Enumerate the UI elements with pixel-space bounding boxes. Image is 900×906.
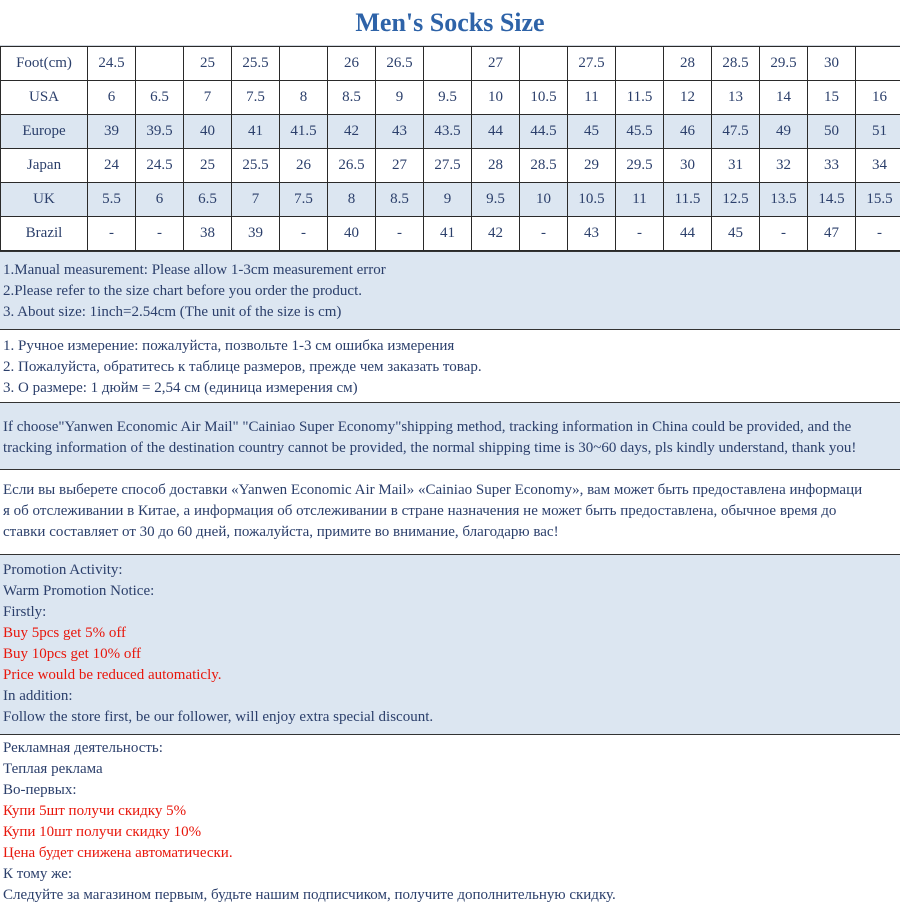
size-cell: 11 <box>616 183 664 217</box>
size-cell: 6.5 <box>184 183 232 217</box>
size-row <box>1 115 900 149</box>
size-cell: 29.5 <box>616 149 664 183</box>
size-cell: 42 <box>328 115 376 149</box>
size-cell: 47.5 <box>712 115 760 149</box>
size-cell: 26.5 <box>376 47 424 81</box>
size-row <box>1 149 900 183</box>
promo-line: Buy 10pcs get 10% off <box>3 644 897 665</box>
note-line: 2. Пожалуйста, обратитесь к таблице размеров, прежде чем заказать товар. <box>3 357 897 378</box>
size-cell: 12.5 <box>712 183 760 217</box>
size-cell <box>616 47 664 81</box>
size-cell: 49 <box>760 115 808 149</box>
promo-line: К тому же: <box>3 864 897 885</box>
size-cell: 24.5 <box>136 149 184 183</box>
size-row <box>1 217 900 251</box>
promo-line: In addition: <box>3 686 897 707</box>
promo-line: Warm Promotion Notice: <box>3 581 897 602</box>
size-cell: 32 <box>760 149 808 183</box>
promo-line: Теплая реклама <box>3 759 897 780</box>
promo-line: Buy 5pcs get 5% off <box>3 623 897 644</box>
size-cell: 24.5 <box>88 47 136 81</box>
size-cell: 40 <box>328 217 376 251</box>
note-line: 3. About size: 1inch=2.54cm (The unit of the size is cm) <box>3 302 897 323</box>
size-cell: 7.5 <box>232 81 280 115</box>
size-cell: - <box>88 217 136 251</box>
row-label: UK <box>1 183 88 217</box>
size-row <box>1 183 900 217</box>
size-cell: 45 <box>568 115 616 149</box>
size-cell: 9.5 <box>472 183 520 217</box>
row-label: Japan <box>1 149 88 183</box>
size-cell: 43 <box>568 217 616 251</box>
size-row <box>1 81 900 115</box>
size-cell: 44 <box>664 217 712 251</box>
size-cell: 43.5 <box>424 115 472 149</box>
size-cell: 47 <box>808 217 856 251</box>
size-cell: 11.5 <box>664 183 712 217</box>
size-cell: 27 <box>376 149 424 183</box>
size-cell: 26.5 <box>328 149 376 183</box>
size-cell: 25 <box>184 149 232 183</box>
size-cell: 10 <box>520 183 568 217</box>
size-cell: 28.5 <box>712 47 760 81</box>
size-cell: 8 <box>328 183 376 217</box>
size-cell: 42 <box>472 217 520 251</box>
size-cell: - <box>856 217 900 251</box>
size-cell: 25.5 <box>232 149 280 183</box>
size-cell: 16 <box>856 81 900 115</box>
size-cell: 39.5 <box>136 115 184 149</box>
size-cell: 46 <box>664 115 712 149</box>
row-label: Europe <box>1 115 88 149</box>
shipping-line: Если вы выберете способ доставки «Yanwen Economic Air Mail» «Cainiao Super Economy», вам может быть предоставлена информаци <box>3 480 897 501</box>
shipping-ru-block <box>0 469 900 554</box>
size-cell: 40 <box>184 115 232 149</box>
size-cell: 39 <box>232 217 280 251</box>
size-cell: 39 <box>88 115 136 149</box>
row-label: Foot(cm) <box>1 47 88 81</box>
promo-line: Купи 5шт получи скидку 5% <box>3 801 897 822</box>
size-cell: 10 <box>472 81 520 115</box>
promo-line: Price would be reduced automaticly. <box>3 665 897 686</box>
shipping-line: ставки составляет от 30 до 60 дней, пожалуйста, примите во внимание, благодарю вас! <box>3 522 897 543</box>
size-row <box>1 47 900 81</box>
size-cell: 27 <box>472 47 520 81</box>
size-cell: 11 <box>568 81 616 115</box>
size-cell: 9.5 <box>424 81 472 115</box>
row-label: Brazil <box>1 217 88 251</box>
size-cell: 10.5 <box>568 183 616 217</box>
size-cell: 11.5 <box>616 81 664 115</box>
notes-en-block <box>0 251 900 329</box>
size-cell: 7.5 <box>280 183 328 217</box>
size-table <box>0 46 900 251</box>
size-cell: 44 <box>472 115 520 149</box>
size-cell: 7 <box>232 183 280 217</box>
shipping-en-block <box>0 402 900 469</box>
size-cell: 7 <box>184 81 232 115</box>
size-cell: 8 <box>280 81 328 115</box>
size-cell: 28 <box>664 47 712 81</box>
size-cell <box>520 47 568 81</box>
size-cell: 45 <box>712 217 760 251</box>
size-cell: 5.5 <box>88 183 136 217</box>
size-cell: - <box>520 217 568 251</box>
size-cell: 12 <box>664 81 712 115</box>
note-line: 3. О размере: 1 дюйм = 2,54 см (единица измерения см) <box>3 378 897 399</box>
size-cell: 27.5 <box>568 47 616 81</box>
size-cell: 50 <box>808 115 856 149</box>
size-cell: 41 <box>232 115 280 149</box>
size-cell: 9 <box>376 81 424 115</box>
size-cell: 15.5 <box>856 183 900 217</box>
shipping-line: If choose"Yanwen Economic Air Mail" "Cainiao Super Economy"shipping method, tracking information in China could be provided, and the <box>3 417 897 438</box>
size-cell: 29.5 <box>760 47 808 81</box>
size-cell: 30 <box>664 149 712 183</box>
promo-line: Follow the store first, be our follower, will enjoy extra special discount. <box>3 707 897 728</box>
promo-line: Promotion Activity: <box>3 560 897 581</box>
size-cell: 13 <box>712 81 760 115</box>
size-cell: 30 <box>808 47 856 81</box>
size-cell: 41.5 <box>280 115 328 149</box>
size-cell <box>280 47 328 81</box>
size-cell: 43 <box>376 115 424 149</box>
size-cell: - <box>136 217 184 251</box>
size-cell: 26 <box>328 47 376 81</box>
promo-line: Рекламная деятельность: <box>3 738 897 759</box>
size-cell: 10.5 <box>520 81 568 115</box>
promo-line: Купи 10шт получи скидку 10% <box>3 822 897 843</box>
size-cell: - <box>616 217 664 251</box>
shipping-line: tracking information of the destination country cannot be provided, the normal shipping time is 30~60 days, pls kindly understand, thank you! <box>3 438 897 459</box>
size-cell: 31 <box>712 149 760 183</box>
size-cell: 27.5 <box>424 149 472 183</box>
promo-line: Цена будет снижена автоматически. <box>3 843 897 864</box>
size-cell: 29 <box>568 149 616 183</box>
size-cell: 24 <box>88 149 136 183</box>
size-cell: - <box>280 217 328 251</box>
size-cell <box>856 47 900 81</box>
size-cell: - <box>760 217 808 251</box>
promo-line: Firstly: <box>3 602 897 623</box>
note-line: 2.Please refer to the size chart before you order the product. <box>3 281 897 302</box>
size-cell: 33 <box>808 149 856 183</box>
size-cell: 8.5 <box>328 81 376 115</box>
size-cell: 14 <box>760 81 808 115</box>
page-title: Men's Socks Size <box>0 0 900 46</box>
size-cell: 25.5 <box>232 47 280 81</box>
promo-ru-block <box>0 734 900 906</box>
size-cell <box>424 47 472 81</box>
size-cell: 28.5 <box>520 149 568 183</box>
size-cell: 26 <box>280 149 328 183</box>
row-label: USA <box>1 81 88 115</box>
size-cell: 51 <box>856 115 900 149</box>
size-cell: 13.5 <box>760 183 808 217</box>
size-cell: 38 <box>184 217 232 251</box>
size-cell <box>136 47 184 81</box>
size-cell: 45.5 <box>616 115 664 149</box>
size-cell: 14.5 <box>808 183 856 217</box>
size-cell: 28 <box>472 149 520 183</box>
notes-ru-block <box>0 329 900 402</box>
size-cell: 41 <box>424 217 472 251</box>
size-cell: - <box>376 217 424 251</box>
size-cell: 15 <box>808 81 856 115</box>
promo-en-block <box>0 554 900 734</box>
size-cell: 6 <box>88 81 136 115</box>
size-cell: 6 <box>136 183 184 217</box>
size-cell: 34 <box>856 149 900 183</box>
note-line: 1.Manual measurement: Please allow 1-3cm measurement error <box>3 260 897 281</box>
size-cell: 25 <box>184 47 232 81</box>
size-cell: 6.5 <box>136 81 184 115</box>
shipping-line: я об отслеживании в Китае, а информация об отслеживании в стране назначения не может быть предоставлена, обычное время до <box>3 501 897 522</box>
size-cell: 44.5 <box>520 115 568 149</box>
promo-line: Следуйте за магазином первым, будьте нашим подписчиком, получите дополнительную скидку. <box>3 885 897 906</box>
size-cell: 9 <box>424 183 472 217</box>
note-line: 1. Ручное измерение: пожалуйста, позвольте 1-3 см ошибка измерения <box>3 336 897 357</box>
size-cell: 8.5 <box>376 183 424 217</box>
promo-line: Во-первых: <box>3 780 897 801</box>
